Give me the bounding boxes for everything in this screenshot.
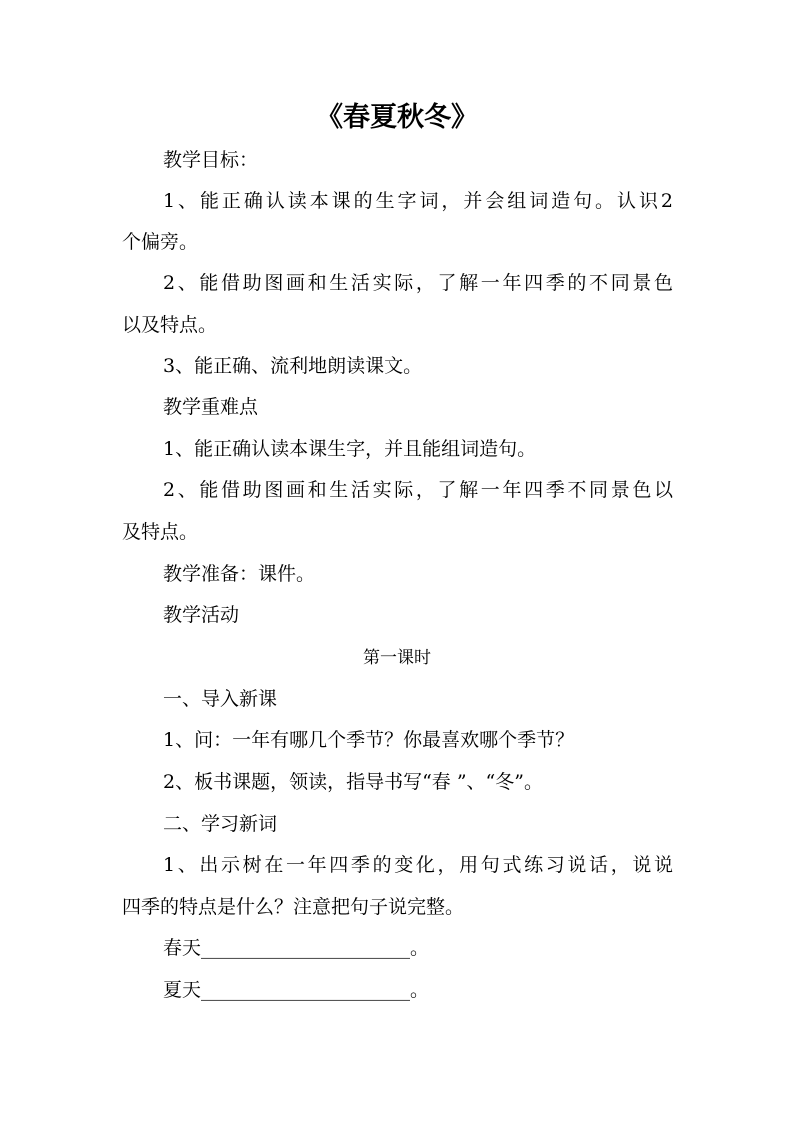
- paragraph-line: 1、问：一年有哪几个季节？你最喜欢哪个季节？: [163, 729, 575, 751]
- paragraph-line: 以及特点。: [122, 314, 218, 336]
- paragraph-line: 2、板书课题，领读，指导书写“春 ”、“冬”。: [163, 771, 543, 793]
- paragraph-line: 四季的特点是什么？注意把句子说完整。: [122, 896, 465, 918]
- section-heading-objectives: 教学目标：: [163, 149, 259, 171]
- paragraph-line: 1、能正确认读本课生字，并且能组词造句。: [163, 438, 537, 460]
- section-heading-introduction: 一、导入新课: [163, 688, 278, 710]
- section-heading-preparation: 教学准备：课件。: [163, 563, 316, 585]
- paragraph-line: 3、能正确、流利地朗读课文。: [163, 355, 423, 377]
- section-heading-key-points: 教学重难点: [163, 396, 259, 418]
- paragraph-line: 2、能借助图画和生活实际，了解一年四季的不同景色: [163, 272, 673, 294]
- fill-in-blank-spring: 春天______________________。: [163, 937, 430, 959]
- section-heading-new-words: 二、学习新词: [163, 813, 278, 835]
- fill-in-blank-summer: 夏天______________________。: [163, 979, 430, 1001]
- paragraph-line: 及特点。: [122, 521, 199, 543]
- document-title: 《春夏秋冬》: [316, 102, 478, 133]
- paragraph-line: 个偏旁。: [122, 231, 199, 253]
- lesson-period-heading: 第一课时: [363, 648, 431, 668]
- paragraph-line: 1、能正确认读本课的生字词，并会组词造句。认识2: [163, 190, 673, 212]
- paragraph-line: 2、能借助图画和生活实际，了解一年四季不同景色以: [163, 479, 673, 501]
- paragraph-line: 1、出示树在一年四季的变化，用句式练习说话，说说: [163, 854, 673, 876]
- section-heading-activities: 教学活动: [163, 604, 240, 626]
